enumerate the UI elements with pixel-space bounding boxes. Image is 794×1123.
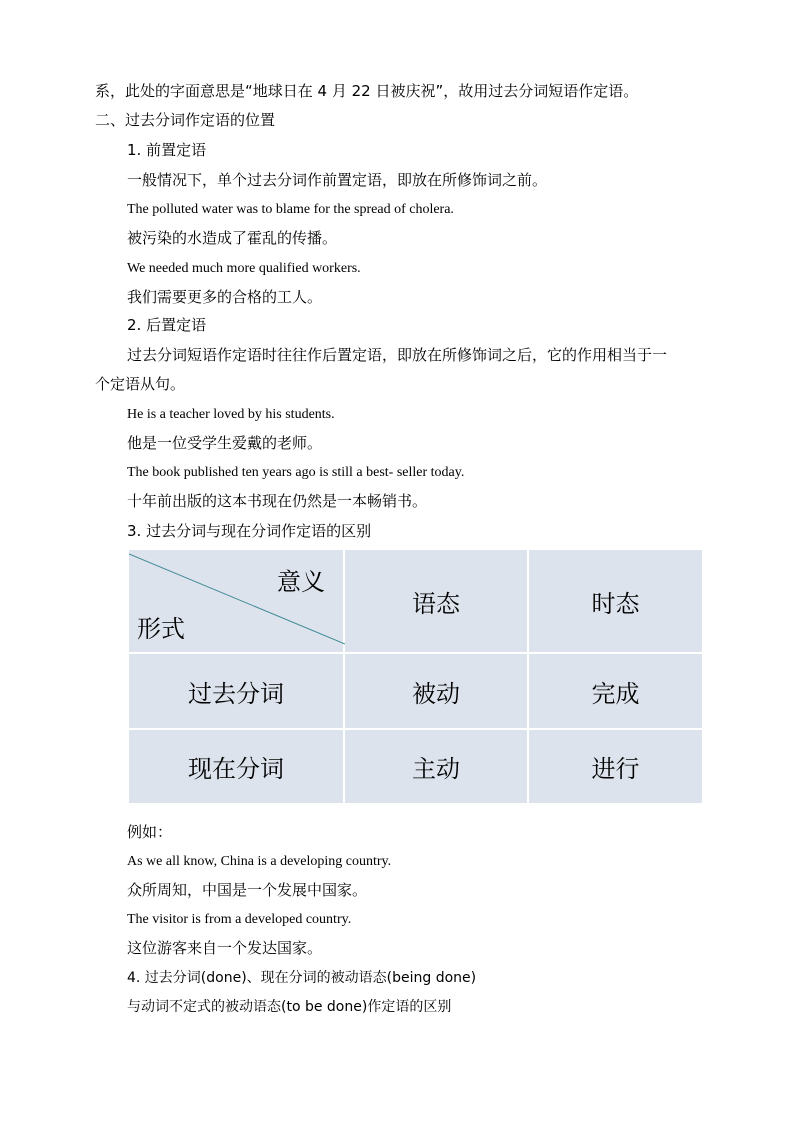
section-heading: 二、过去分词作定语的位置 <box>95 111 276 129</box>
english-example: The visitor is from a developed country. <box>127 912 352 927</box>
text-line: 系，此处的字面意思是“地球日在 4 月 22 日被庆祝”，故用过去分词短语作定语。 <box>95 82 639 100</box>
header-form: 形式 <box>137 615 185 643</box>
diagonal-header-cell <box>128 549 344 653</box>
text-line: 例如： <box>127 823 173 841</box>
subheading: 1. 前置定语 <box>127 141 207 159</box>
subheading: 3. 过去分词与现在分词作定语的区别 <box>127 522 372 540</box>
translation: 他是一位受学生爱戴的老师。 <box>127 434 323 452</box>
header-tense: 时态 <box>528 549 703 653</box>
form-past-participle: 过去分词 <box>128 653 344 729</box>
comparison-table <box>127 548 704 805</box>
translation: 众所周知，中国是一个发展中国家。 <box>127 881 368 899</box>
translation: 十年前出版的这本书现在仍然是一本畅销书。 <box>127 492 428 510</box>
translation: 这位游客来自一个发达国家。 <box>127 939 323 957</box>
subheading: 2. 后置定语 <box>127 316 207 334</box>
english-example: The book published ten years ago is still a best- seller today. <box>127 465 465 480</box>
tense-cell: 完成 <box>528 653 703 729</box>
form-present-participle: 现在分词 <box>128 729 344 804</box>
english-example: We needed much more qualified workers. <box>127 261 361 276</box>
english-example: As we all know, China is a developing country. <box>127 854 392 869</box>
tense-cell: 进行 <box>528 729 703 804</box>
subheading: 4. 过去分词(done)、现在分词的被动语态(being done) <box>127 970 477 986</box>
voice-cell: 被动 <box>344 653 528 729</box>
text-line: 一般情况下，单个过去分词作前置定语，即放在所修饰词之前。 <box>127 171 548 189</box>
text-line: 过去分词短语作定语时往往作后置定语，即放在所修饰词之后，它的作用相当于一 <box>127 346 668 364</box>
translation: 被污染的水造成了霍乱的传播。 <box>127 229 338 247</box>
translation: 我们需要更多的合格的工人。 <box>127 288 323 306</box>
header-meaning: 意义 <box>277 568 325 596</box>
english-example: He is a teacher loved by his students. <box>127 407 335 422</box>
voice-cell: 主动 <box>344 729 528 804</box>
header-voice: 语态 <box>344 549 528 653</box>
subheading: 与动词不定式的被动语态(to be done)作定语的区别 <box>127 999 452 1015</box>
text-line: 个定语从句。 <box>95 375 186 393</box>
english-example: The polluted water was to blame for the spread of cholera. <box>127 202 454 217</box>
